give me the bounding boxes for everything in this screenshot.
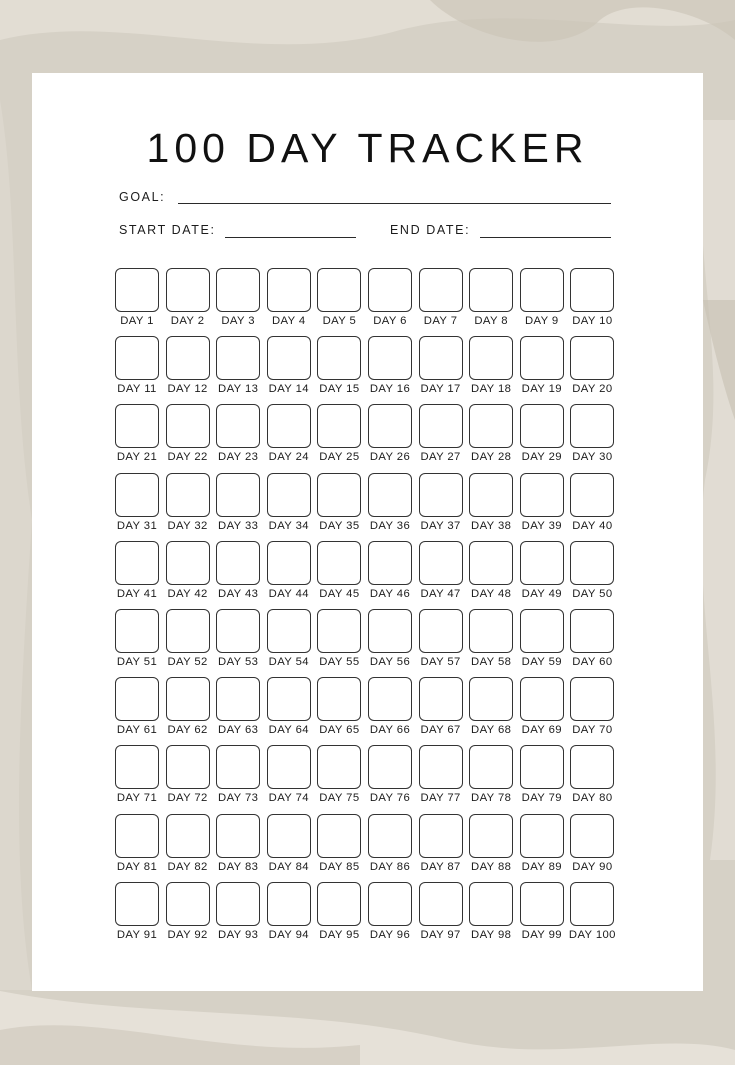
day-label: DAY 87 (420, 860, 461, 873)
day-label: DAY 89 (521, 860, 562, 873)
day-checkbox[interactable] (570, 268, 614, 312)
day-checkbox[interactable] (115, 677, 159, 721)
day-checkbox[interactable] (317, 473, 361, 517)
day-label: DAY 36 (369, 519, 411, 532)
day-label: DAY 32 (167, 519, 208, 532)
day-checkbox[interactable] (570, 473, 614, 517)
day-checkbox[interactable] (520, 473, 564, 517)
day-label: DAY 97 (420, 928, 461, 941)
day-label: DAY 94 (268, 928, 309, 941)
day-label: DAY 78 (471, 792, 512, 805)
day-label: DAY 6 (373, 315, 407, 327)
day-label: DAY 21 (116, 451, 158, 464)
day-checkbox[interactable] (317, 882, 361, 926)
day-label: DAY 17 (420, 383, 461, 396)
day-label: DAY 25 (319, 451, 360, 464)
day-checkbox[interactable] (570, 814, 614, 858)
day-checkbox[interactable] (267, 268, 311, 312)
day-checkbox[interactable] (166, 473, 210, 517)
day-checkbox[interactable] (166, 268, 210, 312)
day-checkbox[interactable] (419, 745, 463, 789)
day-label: DAY 11 (117, 383, 157, 396)
day-label: DAY 74 (268, 792, 309, 805)
day-checkbox[interactable] (368, 609, 412, 653)
day-checkbox[interactable] (570, 336, 614, 380)
day-label: DAY 33 (218, 519, 259, 532)
day-checkbox[interactable] (469, 541, 513, 585)
day-label: DAY 37 (420, 519, 461, 532)
day-checkbox[interactable] (520, 745, 564, 789)
day-label: DAY 66 (369, 724, 411, 737)
day-checkbox[interactable] (368, 745, 412, 789)
day-checkbox[interactable] (115, 404, 159, 448)
day-label: DAY 16 (369, 383, 411, 396)
day-checkbox[interactable] (216, 268, 260, 312)
day-label: DAY 59 (521, 656, 562, 668)
day-label: DAY 29 (521, 451, 562, 464)
day-checkbox[interactable] (520, 677, 564, 721)
day-checkbox[interactable] (469, 882, 513, 926)
day-label: DAY 73 (218, 792, 259, 805)
day-label: DAY 85 (319, 860, 360, 873)
day-label: DAY 8 (474, 315, 508, 327)
day-label: DAY 92 (167, 928, 208, 941)
day-checkbox[interactable] (115, 745, 159, 789)
day-label: DAY 99 (521, 928, 562, 941)
day-checkbox[interactable] (469, 404, 513, 448)
day-label: DAY 62 (167, 724, 208, 737)
day-label: DAY 71 (116, 792, 158, 805)
day-label: DAY 56 (369, 656, 411, 668)
day-checkbox[interactable] (115, 541, 159, 585)
day-checkbox[interactable] (520, 268, 564, 312)
day-label: DAY 95 (319, 928, 360, 941)
day-checkbox[interactable] (469, 336, 513, 380)
day-checkbox[interactable] (267, 814, 311, 858)
day-label: DAY 42 (167, 587, 208, 600)
day-cell (569, 541, 621, 603)
day-checkbox[interactable] (520, 609, 564, 653)
day-checkbox[interactable] (317, 268, 361, 312)
day-checkbox[interactable] (368, 336, 412, 380)
day-label: DAY 28 (471, 451, 512, 464)
day-checkbox[interactable] (520, 541, 564, 585)
day-checkbox[interactable] (166, 882, 210, 926)
day-checkbox[interactable] (267, 404, 311, 448)
day-label: DAY 5 (322, 315, 357, 327)
day-label: DAY 41 (116, 587, 158, 600)
day-checkbox[interactable] (368, 473, 412, 517)
day-checkbox[interactable] (419, 609, 463, 653)
day-checkbox[interactable] (216, 745, 260, 789)
day-checkbox[interactable] (115, 882, 159, 926)
day-label: DAY 31 (116, 519, 158, 532)
day-cell (569, 745, 621, 807)
day-label: DAY 26 (369, 451, 411, 464)
day-label: DAY 72 (167, 792, 208, 805)
day-checkbox[interactable] (570, 677, 614, 721)
day-label: DAY 39 (521, 519, 562, 532)
day-checkbox[interactable] (419, 404, 463, 448)
day-cell (569, 609, 621, 671)
tracker-sheet (32, 73, 703, 991)
day-checkbox[interactable] (570, 404, 614, 448)
page-title: 100 DAY TRACKER (146, 125, 589, 171)
day-label: DAY 52 (167, 656, 208, 668)
day-label: DAY 51 (116, 656, 158, 668)
day-cell (569, 473, 621, 535)
day-cell (569, 814, 621, 876)
day-label: DAY 80 (572, 792, 613, 805)
day-label: DAY 20 (572, 383, 613, 396)
day-checkbox[interactable] (267, 882, 311, 926)
day-label: DAY 15 (319, 383, 360, 396)
day-checkbox[interactable] (216, 473, 260, 517)
day-label: DAY 81 (116, 860, 158, 873)
day-checkbox[interactable] (115, 609, 159, 653)
day-checkbox[interactable] (166, 404, 210, 448)
day-label: DAY 96 (369, 928, 411, 941)
day-cell (569, 677, 621, 739)
day-label: DAY 46 (369, 587, 411, 600)
day-checkbox[interactable] (317, 677, 361, 721)
day-checkbox[interactable] (166, 745, 210, 789)
day-label: DAY 93 (218, 928, 259, 941)
day-label: DAY 3 (221, 315, 255, 327)
day-checkbox[interactable] (520, 336, 564, 380)
day-label: DAY 63 (218, 724, 259, 737)
day-label: DAY 7 (423, 315, 458, 327)
day-checkbox[interactable] (216, 541, 260, 585)
day-checkbox[interactable] (317, 745, 361, 789)
day-label: DAY 84 (268, 860, 309, 873)
day-label: DAY 2 (170, 315, 205, 327)
day-checkbox[interactable] (267, 336, 311, 380)
day-checkbox[interactable] (317, 609, 361, 653)
day-checkbox[interactable] (419, 473, 463, 517)
day-checkbox[interactable] (570, 882, 614, 926)
day-label: DAY 60 (572, 656, 613, 668)
day-checkbox[interactable] (520, 814, 564, 858)
day-checkbox[interactable] (368, 541, 412, 585)
day-checkbox[interactable] (216, 814, 260, 858)
end-date-line[interactable] (480, 237, 611, 238)
day-label: DAY 64 (268, 724, 309, 737)
day-checkbox[interactable] (267, 541, 311, 585)
start-date-line[interactable] (225, 237, 356, 238)
day-cell (569, 882, 621, 944)
day-cell (569, 404, 621, 466)
day-checkbox[interactable] (368, 404, 412, 448)
day-label: DAY 18 (471, 383, 512, 396)
day-checkbox[interactable] (166, 609, 210, 653)
day-label: DAY 79 (521, 792, 562, 805)
day-label: DAY 19 (521, 383, 562, 396)
day-label: DAY 22 (167, 451, 208, 464)
day-label: DAY 40 (572, 519, 613, 532)
day-label: DAY 53 (218, 656, 259, 668)
day-checkbox[interactable] (216, 677, 260, 721)
day-checkbox[interactable] (368, 882, 412, 926)
day-checkbox[interactable] (166, 336, 210, 380)
day-checkbox[interactable] (115, 336, 159, 380)
day-label: DAY 65 (319, 724, 360, 737)
start-date-label: START DATE: (119, 223, 216, 237)
day-label: DAY 44 (268, 587, 309, 600)
day-checkbox[interactable] (570, 609, 614, 653)
day-checkbox[interactable] (419, 336, 463, 380)
day-label: DAY 47 (420, 587, 461, 600)
day-checkbox[interactable] (166, 814, 210, 858)
day-checkbox[interactable] (166, 677, 210, 721)
day-checkbox[interactable] (317, 814, 361, 858)
day-checkbox[interactable] (166, 541, 210, 585)
day-checkbox[interactable] (469, 268, 513, 312)
day-checkbox[interactable] (469, 745, 513, 789)
day-checkbox[interactable] (368, 268, 412, 312)
day-checkbox[interactable] (115, 814, 159, 858)
goal-line[interactable] (178, 203, 611, 204)
day-checkbox[interactable] (469, 814, 513, 858)
day-label: DAY 50 (572, 587, 613, 600)
day-label: DAY 57 (420, 656, 461, 668)
day-checkbox[interactable] (216, 882, 260, 926)
day-label: DAY 38 (471, 519, 512, 532)
day-label: DAY 86 (369, 860, 411, 873)
day-checkbox[interactable] (267, 745, 311, 789)
day-checkbox[interactable] (469, 609, 513, 653)
day-checkbox[interactable] (317, 541, 361, 585)
day-checkbox[interactable] (570, 745, 614, 789)
day-checkbox[interactable] (469, 677, 513, 721)
day-label: DAY 77 (420, 792, 461, 805)
day-label: DAY 49 (521, 587, 562, 600)
day-label: DAY 12 (167, 383, 208, 396)
day-checkbox[interactable] (368, 814, 412, 858)
day-checkbox[interactable] (419, 268, 463, 312)
day-checkbox[interactable] (520, 882, 564, 926)
day-label: DAY 82 (167, 860, 208, 873)
day-label: DAY 13 (218, 383, 259, 396)
day-checkbox[interactable] (317, 404, 361, 448)
day-label: DAY 55 (319, 656, 360, 668)
day-checkbox[interactable] (419, 541, 463, 585)
day-checkbox[interactable] (419, 882, 463, 926)
day-checkbox[interactable] (368, 677, 412, 721)
day-cell (569, 336, 621, 398)
day-label: DAY 30 (572, 451, 613, 464)
day-label: DAY 34 (268, 519, 309, 532)
day-label: DAY 83 (218, 860, 259, 873)
day-label: DAY 67 (420, 724, 461, 737)
day-label: DAY 10 (572, 315, 613, 327)
day-checkbox[interactable] (520, 404, 564, 448)
day-label: DAY 27 (420, 451, 461, 464)
day-label: DAY 9 (524, 315, 559, 327)
day-checkbox[interactable] (317, 336, 361, 380)
end-date-label: END DATE: (390, 223, 471, 237)
day-label: DAY 69 (521, 724, 562, 737)
day-label: DAY 4 (271, 315, 306, 327)
day-label: DAY 58 (471, 656, 512, 668)
day-label: DAY 61 (116, 724, 158, 737)
day-label: DAY 23 (218, 451, 259, 464)
day-label: DAY 76 (369, 792, 411, 805)
day-label: DAY 70 (572, 724, 613, 737)
day-label: DAY 24 (268, 451, 309, 464)
day-cell (569, 268, 621, 330)
day-label: DAY 14 (268, 383, 309, 396)
day-label: DAY 48 (471, 587, 512, 600)
day-label: DAY 68 (471, 724, 512, 737)
day-checkbox[interactable] (216, 609, 260, 653)
day-label: DAY 1 (120, 315, 154, 327)
day-label: DAY 35 (319, 519, 360, 532)
day-checkbox[interactable] (469, 473, 513, 517)
day-label: DAY 75 (319, 792, 360, 805)
day-label: DAY 100 (568, 928, 616, 941)
day-label: DAY 91 (116, 928, 158, 941)
day-checkbox[interactable] (216, 336, 260, 380)
day-checkbox[interactable] (419, 814, 463, 858)
goal-label: GOAL: (119, 190, 166, 204)
day-checkbox[interactable] (267, 473, 311, 517)
day-label: DAY 54 (268, 656, 309, 668)
day-checkbox[interactable] (419, 677, 463, 721)
day-label: DAY 45 (319, 587, 360, 600)
day-checkbox[interactable] (267, 609, 311, 653)
day-checkbox[interactable] (115, 268, 159, 312)
day-label: DAY 88 (471, 860, 512, 873)
day-label: DAY 98 (471, 928, 512, 941)
day-checkbox[interactable] (570, 541, 614, 585)
day-label: DAY 43 (218, 587, 259, 600)
day-label: DAY 90 (572, 860, 613, 873)
day-checkbox[interactable] (216, 404, 260, 448)
day-checkbox[interactable] (115, 473, 159, 517)
day-checkbox[interactable] (267, 677, 311, 721)
